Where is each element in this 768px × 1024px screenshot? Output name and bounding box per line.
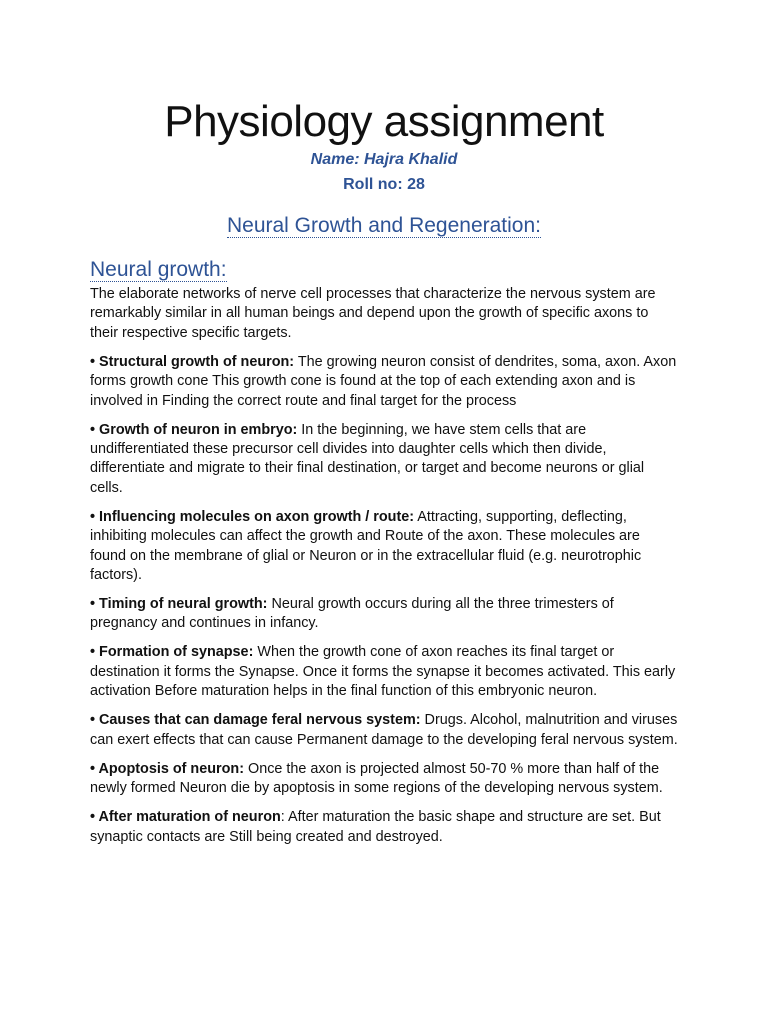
- bullet-label: • After maturation of neuron: [90, 809, 281, 826]
- bullet-point: [90, 421, 678, 499]
- intro-paragraph: The elaborate networks of nerve cell processes that characterize the nervous system are remarkably similar in all human beings and depend upon the growth of specific axons to their respective specific targets.: [90, 286, 656, 341]
- bullet-label: • Influencing molecules on axon growth / route:: [90, 508, 415, 525]
- roll-number: Roll no: 28: [343, 176, 425, 193]
- bullet-point: [90, 760, 678, 799]
- main-heading-text: Neural Growth and Regeneration:: [226, 214, 541, 237]
- bullet-text: Drugs. Alcohol, malnutrition and viruses can exert effects that can cause Permanent damage to the developing feral nervous system.: [90, 712, 678, 748]
- main-heading: [90, 212, 678, 240]
- bullet-label: • Structural growth of neuron:: [90, 353, 295, 370]
- bullet-text: : After maturation the basic shape and structure are set. But synaptic contacts are Still being created and destroyed.: [90, 809, 661, 845]
- bullet-text: Once the axon is projected almost 50-70 % more than half of the newly formed Neuron die by apoptosis in some regions of the developing nervous system.: [90, 760, 663, 797]
- bullet-point: [90, 808, 678, 847]
- bullet-text: Attracting, supporting, deflecting, inhibiting molecules can affect the growth and Route of the axon. These molecules are found on the membrane of glial or Neuron or in the extracellular fluid (e.g. neurotrophic factors).: [90, 508, 642, 584]
- bullet-label: • Growth of neuron in embryo:: [90, 421, 298, 438]
- bullet-text: The growing neuron consist of dendrites, soma, axon. Axon forms growth cone This growth cone is found at the top of each extending axon and is involved in Finding the correct route and final target for the process: [90, 353, 677, 409]
- bullet-point: [90, 711, 678, 750]
- bullet-label: • Formation of synapse:: [90, 644, 254, 661]
- bullet-label: • Causes that can damage feral nervous system:: [90, 712, 421, 729]
- bullet-text: Neural growth occurs during all the three trimesters of pregnancy and continues in infancy.: [90, 596, 614, 632]
- document-title: Physiology assignment: [164, 97, 604, 146]
- bullet-text: When the growth cone of axon reaches its final target or destination it forms the Synapse. Once it forms the synapse it becomes activated. This early activation Before maturation helps in the final function of this embryonic neuron.: [90, 644, 676, 700]
- author-name: Name: Hajra Khalid: [310, 151, 458, 168]
- bullet-text: In the beginning, we have stem cells that are undifferentiated these precursor cell divides into daughter cells which then divide, differentiate and migrate to their final destination, or target and become neurons or glial cells.: [90, 421, 645, 496]
- bullet-label: • Timing of neural growth:: [90, 596, 268, 613]
- bullet-point: [90, 643, 678, 701]
- bullet-point: [90, 595, 678, 634]
- bullet-label: • Apoptosis of neuron:: [90, 760, 244, 777]
- bullet-point: [90, 353, 678, 411]
- document-body: [90, 285, 678, 857]
- section-heading: [90, 256, 227, 284]
- section-heading-text: Neural growth:: [90, 258, 227, 281]
- bullet-point: [90, 508, 678, 586]
